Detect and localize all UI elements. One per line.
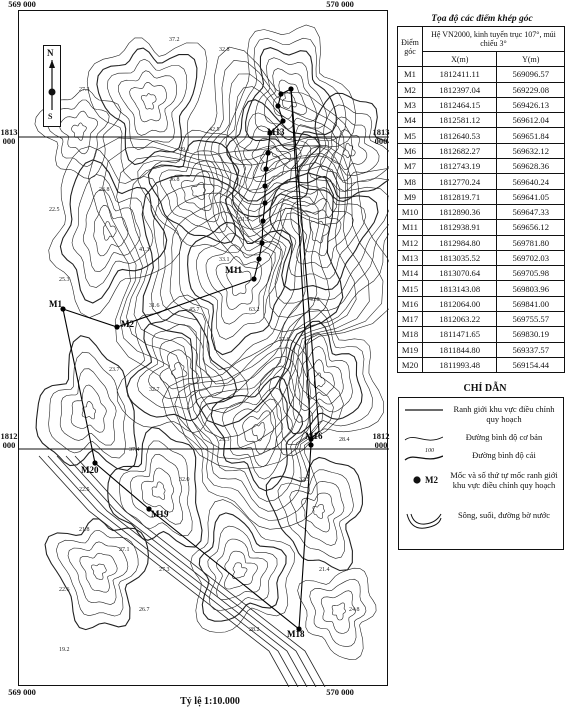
spot-height: 41.3 (139, 247, 150, 253)
contour-line (188, 223, 293, 355)
contour-line (243, 411, 274, 454)
cell-point: M3 (398, 97, 423, 112)
cell-point: M5 (398, 128, 423, 143)
cell-x: 1812890.36 (423, 204, 497, 219)
cell-point: M18 (398, 327, 423, 342)
topographic-map (18, 10, 388, 686)
contour-line (343, 143, 355, 158)
table-row (398, 82, 565, 97)
north-letter: N (47, 48, 54, 58)
spot-height: 25.3 (59, 277, 70, 283)
cell-point: M13 (398, 250, 423, 265)
boundary-line-icon (403, 404, 443, 426)
table-row (398, 204, 565, 219)
spot-height: 42.5 (209, 127, 220, 133)
table-row (398, 250, 565, 265)
grid-label-bottom-right: 570 000 (326, 687, 354, 697)
spot-height: 28.4 (339, 437, 350, 443)
cell-y: 569702.03 (497, 250, 565, 265)
legend (398, 397, 564, 550)
contour-line (211, 376, 302, 490)
contour-line (71, 385, 106, 432)
boundary-marker (259, 240, 264, 245)
contour-line (233, 399, 283, 467)
grid-label-top-left: 569 000 (8, 0, 36, 9)
table-row (398, 67, 565, 82)
spot-height: 24.8 (349, 607, 360, 613)
cell-y: 569426.13 (497, 97, 565, 112)
header-x: X(m) (423, 52, 497, 67)
cell-y: 569841.00 (497, 296, 565, 311)
contour-line (306, 360, 334, 400)
cell-point: M19 (398, 342, 423, 357)
contour-line (88, 137, 389, 468)
cell-x: 1812819.71 (423, 189, 497, 204)
table-row (398, 281, 565, 296)
cell-y: 569651.84 (497, 128, 565, 143)
cell-x: 1812464.15 (423, 97, 497, 112)
spot-height: 28.2 (249, 627, 260, 633)
cell-x: 1813035.52 (423, 250, 497, 265)
coordinate-table-title: Tọa độ các điểm khép góc (431, 14, 533, 24)
map-scale: Tỷ lệ 1:10.000 (180, 696, 240, 707)
cell-y: 569656.12 (497, 220, 565, 235)
contour-line (226, 25, 356, 169)
spot-height: 27.3 (79, 87, 90, 93)
contour-line (72, 123, 87, 141)
boundary-marker (262, 183, 267, 188)
cell-x: 1811993.48 (423, 357, 497, 372)
cell-y: 569781.80 (497, 235, 565, 250)
contour-line (94, 206, 128, 256)
contour-line (118, 71, 176, 136)
contour-line (170, 161, 222, 222)
table-row (398, 128, 565, 143)
contour-line (56, 530, 138, 616)
table-row (398, 159, 565, 174)
cell-y: 569628.36 (497, 159, 565, 174)
contour-line (313, 505, 325, 519)
grid-label-right-bottom: 1812 000 (372, 431, 390, 450)
south-letter: S (48, 112, 53, 121)
spot-height: 26.7 (139, 607, 150, 613)
cell-point: M15 (398, 281, 423, 296)
north-arrow (43, 45, 61, 127)
cell-x: 1812411.11 (423, 67, 497, 82)
legend-text: Đường bình độ cái (472, 450, 536, 460)
legend-text: Đường bình độ cơ bản (465, 432, 543, 442)
marker-label: M1 (49, 299, 62, 309)
river-icon (403, 510, 443, 540)
spot-height: 21.4 (319, 567, 330, 573)
contour-line (290, 481, 344, 545)
cell-y: 569640.24 (497, 174, 565, 189)
table-row (398, 296, 565, 311)
contour-line (141, 94, 156, 110)
contour-line (117, 153, 370, 448)
marker-label: M11 (225, 265, 242, 275)
cell-x: 1812581.12 (423, 113, 497, 128)
cell-point: M6 (398, 143, 423, 158)
boundary-marker (256, 256, 261, 261)
boundary-marker (308, 442, 313, 447)
cell-point: M14 (398, 266, 423, 281)
boundary-marker (114, 324, 119, 329)
cell-x: 1812640.53 (423, 128, 497, 143)
spot-height: 39.1 (179, 147, 190, 153)
boundary-marker (265, 150, 270, 155)
table-row (398, 357, 565, 372)
contour-line (204, 60, 344, 255)
spot-height: 21.8 (79, 527, 90, 533)
header-point: Điểm góc (398, 27, 423, 67)
grid-label-left-top: 1813 000 (0, 127, 18, 146)
cell-y: 569154.44 (497, 357, 565, 372)
contour-line (83, 190, 140, 272)
spot-height: 27.3 (159, 567, 170, 573)
spot-height: 36.8 (169, 177, 180, 183)
header-system: Hệ VN2000, kinh tuyến trục 107°, múi chiếu 3° (423, 27, 565, 52)
table-row (398, 189, 565, 204)
marker-label: M18 (287, 629, 305, 639)
cell-y: 569632.12 (497, 143, 565, 158)
contour-line (49, 146, 182, 317)
table-row (398, 312, 565, 327)
marker-label: M2 (121, 319, 134, 329)
spot-height: 27.1 (119, 547, 130, 553)
cell-y: 569803.96 (497, 281, 565, 296)
cell-point: M11 (398, 220, 423, 235)
spot-height: 32.8 (219, 47, 230, 53)
spot-height: 23.7 (109, 367, 120, 373)
contour-line (141, 468, 173, 512)
spot-height: 45.7 (189, 307, 200, 313)
cell-x: 1813143.08 (423, 281, 497, 296)
cell-y: 569705.98 (497, 266, 565, 281)
table-row (398, 327, 565, 342)
spot-height: 37.4 (129, 447, 140, 453)
legend-text: Sông, suối, đường bờ nước (457, 510, 551, 520)
cell-point: M16 (398, 296, 423, 311)
cell-y: 569641.05 (497, 189, 565, 204)
table-row (398, 266, 565, 281)
legend-text: Mốc và số thứ tự mốc ranh giới khu vực điều chỉnh quy hoạch (450, 470, 558, 490)
table-row (398, 143, 565, 158)
cell-point: M7 (398, 159, 423, 174)
grid-label-left-bottom: 1812 000 (0, 431, 18, 450)
cell-x: 1812984.80 (423, 235, 497, 250)
boundary-marker (251, 276, 256, 281)
boundary-marker (262, 200, 267, 205)
spot-height: 19.2 (59, 647, 70, 653)
table-row (398, 113, 565, 128)
marker-label: M20 (81, 465, 99, 475)
coordinate-table (397, 26, 565, 373)
spot-height: 32.5 (299, 477, 310, 483)
cell-x: 1812682.27 (423, 143, 497, 158)
spot-height: 40.8 (309, 297, 320, 303)
cell-y: 569647.33 (497, 204, 565, 219)
cell-y: 569612.04 (497, 113, 565, 128)
contour-line (130, 82, 167, 122)
spot-height: 37.2 (169, 37, 180, 43)
contour-line (107, 59, 186, 150)
spot-height: 51.5 (239, 217, 250, 223)
cell-x: 1811844.80 (423, 342, 497, 357)
marker-label: M13 (267, 127, 285, 137)
spot-height: 26.8 (99, 187, 110, 193)
contour-line (332, 603, 345, 620)
boundary-marker (278, 91, 283, 96)
contour-line (60, 160, 166, 303)
cell-y: 569830.19 (497, 327, 565, 342)
contour-line (233, 563, 248, 579)
contour-line (252, 422, 265, 440)
map-canvas (19, 11, 389, 687)
contour-line (236, 38, 346, 159)
contour-index-icon (403, 450, 443, 472)
boundary-marker (280, 118, 285, 123)
legend-title: CHỈ DẪN (463, 383, 507, 394)
cell-y: 569337.57 (497, 342, 565, 357)
contour-line (91, 564, 106, 580)
contour-line (80, 553, 117, 592)
marker-sample-label: M2 (425, 475, 438, 485)
contour-line (282, 92, 296, 109)
contour-line (152, 482, 165, 500)
contour-line (187, 356, 323, 511)
cell-point: M2 (398, 82, 423, 97)
contour-line (246, 48, 337, 150)
cell-point: M10 (398, 204, 423, 219)
boundary-marker (275, 103, 280, 108)
table-row (398, 97, 565, 112)
contour-line (265, 69, 317, 130)
cell-point: M4 (398, 113, 423, 128)
table-row (398, 220, 565, 235)
cell-point: M17 (398, 312, 423, 327)
cell-point: M12 (398, 235, 423, 250)
cell-x: 1812743.19 (423, 159, 497, 174)
cell-y: 569229.08 (497, 82, 565, 97)
contour-index-sample-label: 100 (425, 448, 434, 454)
contour-line (298, 346, 343, 411)
grid-label-bottom-left: 569 000 (8, 687, 36, 697)
grid-label-right-top: 1813 000 (372, 127, 390, 146)
contour-line (36, 336, 137, 471)
contour-line (332, 130, 367, 170)
spot-height: 32.0 (179, 477, 190, 483)
contour-line (278, 470, 354, 559)
cell-x: 1812064.00 (423, 296, 497, 311)
cell-x: 1812770.24 (423, 174, 497, 189)
cell-point: M9 (398, 189, 423, 204)
contour-line (103, 221, 116, 240)
cell-x: 1812397.04 (423, 82, 497, 97)
contour-line (274, 80, 307, 119)
contour-line (72, 174, 153, 287)
header-y: Y(m) (497, 52, 565, 67)
cell-x: 1811471.65 (423, 327, 497, 342)
spot-height: 22.5 (49, 207, 60, 213)
cell-point: M1 (398, 67, 423, 82)
spot-height: 33.1 (219, 257, 230, 263)
spot-height: 63.2 (249, 307, 260, 313)
cell-y: 569096.57 (497, 67, 565, 82)
grid-label-top-right: 570 000 (326, 0, 354, 9)
cell-x: 1813070.64 (423, 266, 497, 281)
contour-line (117, 295, 248, 433)
legend-text: Ranh giới khu vực điều chỉnh quy hoạch (453, 404, 555, 424)
table-row (398, 235, 565, 250)
spot-height: 22.6 (59, 587, 70, 593)
cell-x: 1812063.22 (423, 312, 497, 327)
cell-point: M20 (398, 357, 423, 372)
cell-x: 1812938.91 (423, 220, 497, 235)
spot-height: 31.6 (149, 303, 160, 309)
boundary-marker (288, 86, 293, 91)
contour-line (224, 551, 257, 589)
boundary-marker (260, 218, 265, 223)
marker-label: M19 (151, 509, 169, 519)
spot-height: 57.8 (279, 337, 290, 343)
boundary-marker (263, 166, 268, 171)
spot-height: 29.3 (219, 437, 230, 443)
spot-height: 32.7 (149, 387, 160, 393)
table-row (398, 342, 565, 357)
table-row (398, 174, 565, 189)
cell-point: M8 (398, 174, 423, 189)
marker-label: M16 (305, 431, 323, 441)
cell-y: 569755.57 (497, 312, 565, 327)
spot-height: 22.5 (79, 487, 90, 493)
